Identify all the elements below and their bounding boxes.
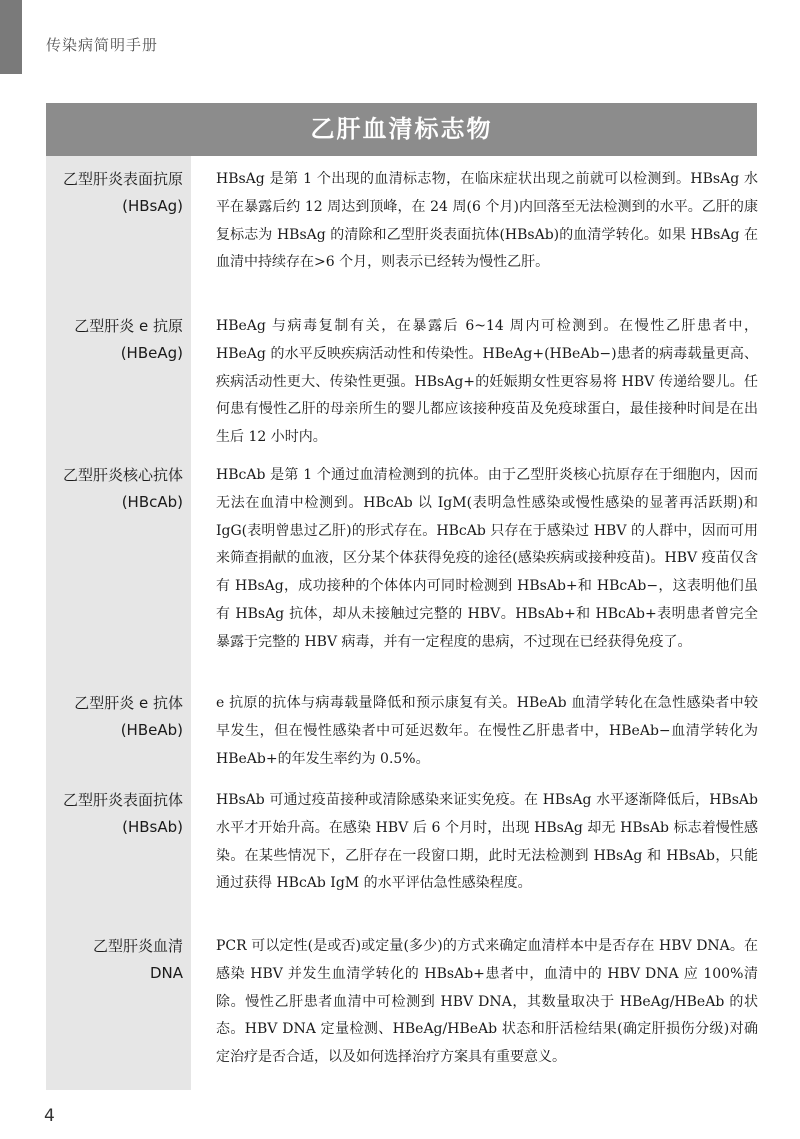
entry-label <box>46 690 183 744</box>
entry-label-line2: (HBsAb) <box>122 818 183 836</box>
entry-label <box>46 462 183 516</box>
running-header: 传染病简明手册 <box>46 36 159 54</box>
entry-label-line2: (HBeAg) <box>120 344 183 362</box>
entry-label-line2: (HBcAb) <box>121 493 183 511</box>
entry-label <box>46 313 183 367</box>
entry-text: HBsAb 可通过疫苗接种或清除感染来证实免疫。在 HBsAg 水平逐渐降低后，HBsAb 水平才开始升高。在感染 HBV 后 6 个月时，出现 HBsAg 却无 HBsAb 标志着慢性感染。在某些情况下，乙肝存在一段窗口期，此时无法检测到 HBsAg 和 HBsAb，只能通过获得 HBcAb IgM 的水平评估急性感染程度。 <box>216 792 758 892</box>
entry-label-line1: 乙型肝炎表面抗原 <box>62 170 183 188</box>
section-title: 乙肝血清标志物 <box>46 103 757 156</box>
entry-label <box>46 166 183 220</box>
entry-text: HBsAg 是第 1 个出现的血清标志物，在临床症状出现之前就可以检测到。HBsAg 水平在暴露后约 12 周达到顶峰，在 24 周(6 个月)内回落至无法检测到的水平。乙肝的康复标志为 HBsAg 的清除和乙型肝炎表面抗体(HBsAb)的血清学转化。如果 HBsAg 在血清中持续存在>6 个月，则表示已经转为慢性乙肝。 <box>216 171 758 271</box>
entry-label-line1: 乙型肝炎 e 抗原 <box>74 317 183 335</box>
entry-label-line2: (HBsAg) <box>122 197 183 215</box>
entry-label-line1: 乙型肝炎 e 抗体 <box>74 694 183 712</box>
entry-label-line1: 乙型肝炎表面抗体 <box>62 791 183 809</box>
entry-label-line2: DNA <box>149 964 183 982</box>
entry-label-line1: 乙型肝炎血清 <box>92 937 183 955</box>
page-number: 4 <box>44 1106 55 1126</box>
entry-label-line2: (HBeAb) <box>120 721 183 739</box>
entry-label <box>46 933 183 987</box>
corner-tab <box>0 0 22 74</box>
entry-text: e 抗原的抗体与病毒载量降低和预示康复有关。HBeAb 血清学转化在急性感染者中较早发生，但在慢性感染者中可延迟数年。在慢性乙肝患者中，HBeAb−血清学转化为 HBeAb+的年发生率约为 0.5%。 <box>216 695 758 767</box>
entry-text: HBeAg 与病毒复制有关，在暴露后 6~14 周内可检测到。在慢性乙肝患者中，HBeAg 的水平反映疾病活动性和传染性。HBeAg+(HBeAb−)患者的病毒载量更高、疾病活动性更大、传染性更强。HBsAg+的妊娠期女性更容易将 HBV 传递给婴儿。任何患有慢性乙肝的母亲所生的婴儿都应该接种疫苗及免疫球蛋白，最佳接种时间是在出生后 12 小时内。 <box>216 318 758 446</box>
entry-text: HBcAb 是第 1 个通过血清检测到的抗体。由于乙型肝炎核心抗原存在于细胞内，因而无法在血清中检测到。HBcAb 以 IgM(表明急性感染或慢性感染的显著再活跃期)和 IgG(表明曾患过乙肝)的形式存在。HBcAb 只存在于感染过 HBV 的人群中，因而可用来筛查捐献的血液，区分某个体获得免疫的途径(感染疾病或接种疫苗)。HBV 疫苗仅含有 HBsAg，成功接种的个体体内可同时检测到 HBsAb+和 HBcAb−，这表明他们虽有 HBsAg 抗体，却从未接触过完整的 HBV。HBsAb+和 HBcAb+表明患者曾完全暴露于完整的 HBV 病毒，并有一定程度的患病，不过现在已经获得免疫了。 <box>216 467 758 650</box>
entry-label <box>46 787 183 841</box>
entry-label-line1: 乙型肝炎核心抗体 <box>62 466 183 484</box>
entry-text: PCR 可以定性(是或否)或定量(多少)的方式来确定血清样本中是否存在 HBV DNA。在感染 HBV 并发生血清学转化的 HBsAb+患者中，血清中的 HBV DNA 应 100%清除。慢性乙肝患者血清中可检测到 HBV DNA，其数量取决于 HBeAg/HBeAb 的状态。HBV DNA 定量检测、HBeAg/HBeAb 状态和肝活检结果(确定肝损伤分级)对确定治疗是否合适，以及如何选择治疗方案具有重要意义。 <box>216 938 758 1066</box>
